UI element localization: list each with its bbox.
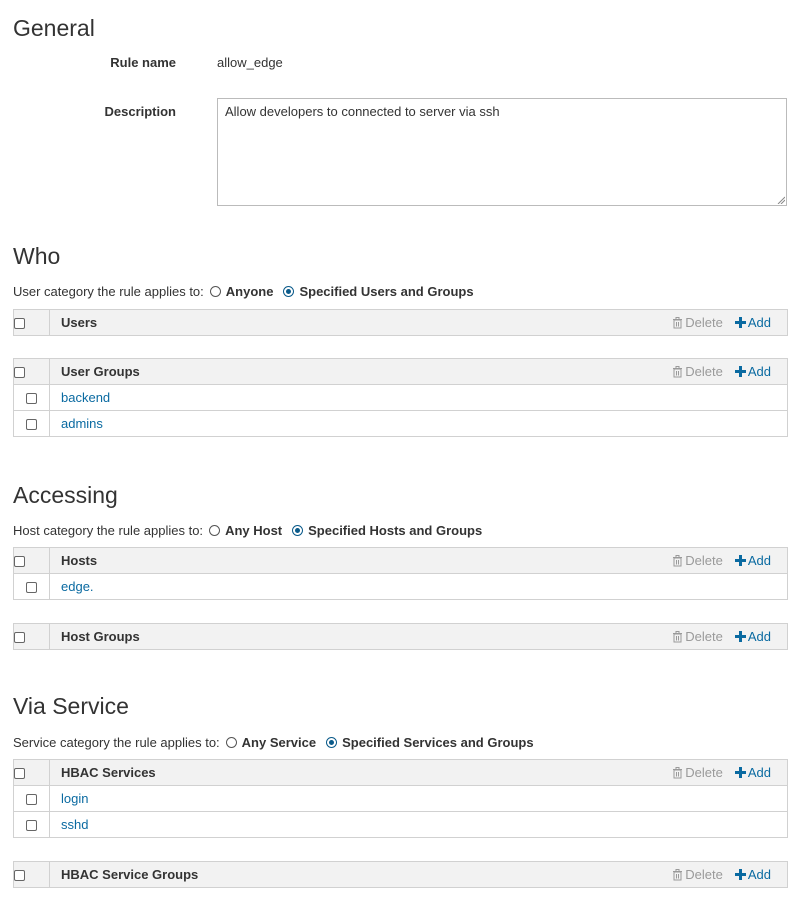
trash-icon [672, 767, 683, 779]
add-button[interactable] [735, 364, 771, 379]
description-text: Allow developers to connected to server via ssh [225, 104, 500, 119]
add-button[interactable] [735, 867, 771, 882]
radio-any-host[interactable] [209, 525, 220, 536]
radio-anyone[interactable] [210, 286, 221, 297]
service-category-text: Service category the rule applies to: [13, 735, 220, 750]
radio-any-host-label[interactable]: Any Host [225, 523, 283, 538]
radio-any-service-label[interactable]: Any Service [241, 735, 317, 750]
service-link[interactable]: login [61, 791, 89, 806]
delete-label: Delete [685, 629, 723, 644]
user-group-link[interactable]: admins [61, 416, 103, 431]
select-all-checkbox[interactable] [14, 556, 25, 567]
service-link[interactable]: sshd [61, 817, 89, 832]
row-checkbox[interactable] [26, 393, 37, 404]
user-group-link[interactable]: backend [61, 390, 111, 405]
select-all-checkbox[interactable] [14, 367, 25, 378]
add-button[interactable] [735, 629, 771, 644]
rule-name-value: allow_edge [217, 55, 283, 70]
add-label: Add [747, 629, 771, 644]
trash-icon [672, 555, 683, 567]
table-header [14, 548, 788, 574]
radio-specified-hosts-label[interactable]: Specified Hosts and Groups [308, 523, 483, 538]
table-header [14, 624, 788, 650]
host-groups-header: Host Groups [61, 629, 140, 644]
radio-specified-users-label[interactable]: Specified Users and Groups [299, 284, 474, 299]
delete-button[interactable] [672, 553, 723, 568]
section-title-accessing: Accessing [13, 482, 118, 508]
trash-icon [672, 869, 683, 881]
table-row [14, 411, 788, 437]
delete-button[interactable] [672, 867, 723, 882]
hbac-service-groups-table [13, 861, 788, 888]
user-groups-header: User Groups [61, 364, 140, 379]
radio-any-service[interactable] [226, 737, 237, 748]
radio-specified-hosts[interactable] [292, 525, 303, 536]
radio-anyone-label[interactable]: Anyone [225, 284, 274, 299]
hbac-services-table [13, 759, 788, 838]
section-title-via-service: Via Service [13, 693, 129, 719]
service-category-line [13, 735, 538, 750]
rule-name-label: Rule name [110, 55, 176, 70]
select-all-checkbox[interactable] [14, 768, 25, 779]
add-label: Add [747, 315, 771, 330]
table-header [14, 760, 788, 786]
host-category-text: Host category the rule applies to: [13, 523, 204, 538]
row-checkbox[interactable] [26, 582, 37, 593]
delete-label: Delete [685, 765, 723, 780]
add-label: Add [747, 867, 771, 882]
plus-icon [735, 317, 746, 328]
table-header [14, 310, 788, 336]
table-row [14, 812, 788, 838]
add-label: Add [747, 364, 771, 379]
resize-grip-icon[interactable] [777, 196, 785, 204]
users-table [13, 309, 788, 336]
plus-icon [735, 555, 746, 566]
table-row [14, 574, 788, 600]
delete-button[interactable] [672, 765, 723, 780]
plus-icon [735, 767, 746, 778]
user-category-line [13, 284, 478, 299]
host-groups-table [13, 623, 788, 650]
users-header: Users [61, 315, 98, 330]
delete-label: Delete [685, 867, 723, 882]
hosts-table [13, 547, 788, 600]
section-title-who: Who [13, 243, 61, 269]
table-row [14, 786, 788, 812]
radio-specified-services[interactable] [326, 737, 337, 748]
row-checkbox[interactable] [26, 794, 37, 805]
description-textarea[interactable] [217, 98, 787, 206]
select-all-checkbox[interactable] [14, 870, 25, 881]
delete-label: Delete [685, 553, 723, 568]
description-label: Description [104, 104, 176, 119]
host-category-line [13, 523, 486, 538]
row-checkbox[interactable] [26, 820, 37, 831]
hbac-services-header: HBAC Services [61, 765, 156, 780]
trash-icon [672, 366, 683, 378]
add-button[interactable] [735, 553, 771, 568]
add-button[interactable] [735, 765, 771, 780]
table-header [14, 359, 788, 385]
user-category-text: User category the rule applies to: [13, 284, 204, 299]
plus-icon [735, 366, 746, 377]
delete-label: Delete [685, 315, 723, 330]
trash-icon [672, 317, 683, 329]
select-all-checkbox[interactable] [14, 318, 25, 329]
row-checkbox[interactable] [26, 419, 37, 430]
table-row [14, 385, 788, 411]
add-label: Add [747, 553, 771, 568]
delete-button[interactable] [672, 315, 723, 330]
hbac-service-groups-header: HBAC Service Groups [61, 867, 199, 882]
delete-button[interactable] [672, 364, 723, 379]
trash-icon [672, 631, 683, 643]
plus-icon [735, 631, 746, 642]
add-button[interactable] [735, 315, 771, 330]
table-header [14, 862, 788, 888]
radio-specified-services-label[interactable]: Specified Services and Groups [342, 735, 534, 750]
section-title-general: General [13, 15, 95, 41]
host-link[interactable]: edge. [61, 579, 94, 594]
user-groups-table [13, 358, 788, 437]
select-all-checkbox[interactable] [14, 632, 25, 643]
add-label: Add [747, 765, 771, 780]
delete-button[interactable] [672, 629, 723, 644]
radio-specified-users[interactable] [283, 286, 294, 297]
hosts-header: Hosts [61, 553, 98, 568]
plus-icon [735, 869, 746, 880]
delete-label: Delete [685, 364, 723, 379]
